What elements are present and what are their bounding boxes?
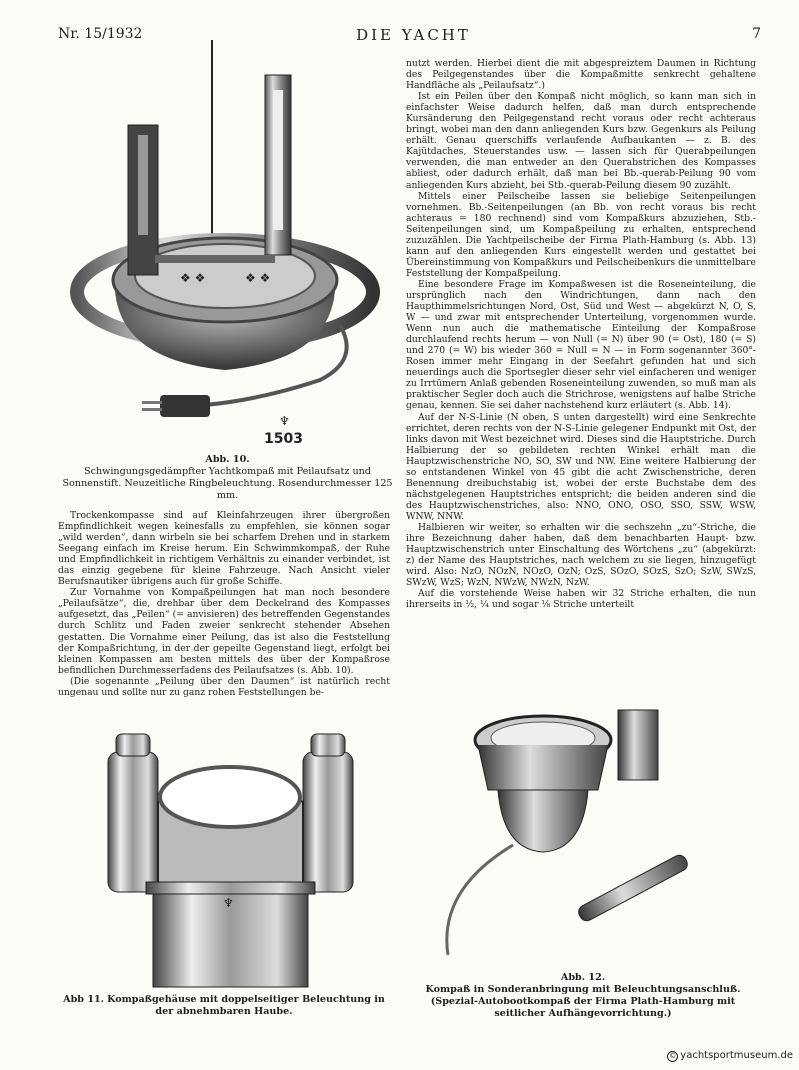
paragraph: Ist ein Peilen über den Kompaß nicht möglich, so kann man sich in einfachster Weise dadurch helfen, daß man durch entsprechende Kursänderung den Peilgegenstand recht voraus oder recht achteraus bringt, wobei man den dann anliegenden Kurs bzw. Gegenkurs als Peilung erhält. Genau querschiffs verlaufende Aufbaukanten — z. B. des Kajütdaches, Steuerstandes usw. — lassen sich für Querabpeilungen verwenden, die man entweder an den Querabstrichen des Kompasses abliest, oder dadurch erhält, daß man bei Bb.-querab-Peilung 90 vom anliegenden Kurs abzieht, bei Stb.-querab-Peilung diesem 90 zuzählt. — [406, 91, 756, 191]
paragraph: Trockenkompasse sind auf Kleinfahrzeugen ihrer übergroßen Empfindlichkeit wegen keinesfalls zu empfehlen, sie können sogar „wild werden“, dann wirbeln sie bei scharfem Drehen und in starkem Seegang einfach im Kreise herum. Ein Schwimmkompaß, der Ruhe und Empfindlichkeit in richtigem Verhältnis zu einander verbindet, ist das einzig gegebene für kleine Fahrzeuge. Nach Ansicht vieler Berufsnautiker übrigens auch für große Schiffe. — [58, 510, 390, 588]
paragraph: Mittels einer Peilscheibe lassen sie beliebige Seitenpeilungen vornehmen. Bb.-Seitenpeilungen (an Bb. von recht voraus bis recht achteraus = 180 rechnend) sind vom Kompaßkurs abzuziehen, Stb.-Seitenpeilungen sind, um Kompaßpeilung zu erhalten, entsprechend zuzuzählen. Die Yachtpeilscheibe der Firma Plath-Hamburg (s. Abb. 13) kann auf den anliegenden Kurs eingestellt werden und gestattet bei Übereinstimmung von Kompaßkurs und Peilscheibenkurs die unmittelbare Feststellung der Kompaßpeilung. — [406, 190, 756, 279]
page-number: 7 — [752, 26, 761, 42]
right-column-text — [406, 58, 756, 610]
svg-text:♆: ♆ — [279, 414, 290, 428]
copyright-icon: © — [669, 1052, 677, 1060]
svg-text:❖ ❖: ❖ ❖ — [180, 271, 206, 285]
figure-12 — [418, 700, 748, 1020]
figure-10 — [60, 40, 393, 502]
stamp-number: 1503 — [264, 431, 303, 447]
issue-number: Nr. 15/1932 — [58, 26, 143, 42]
figure-11-label: Abb 11. — [63, 994, 105, 1005]
left-column-text — [58, 510, 390, 698]
paragraph: Auf der N-S-Linie (N oben, S unten dargestellt) wird eine Senkrechte errichtet, deren rechts von der N-S-Linie gelegener Endpunkt mit Ost, der links davon mit West bezeichnet wird. Dieses sind die Hauptstriche. Durch Halbierung der so gebildeten rechten Winkel erhält man die Hauptzwischenstriche NO, SO, SW und NW. Eine weitere Halbierung der so entstandenen Winkel von 45 gibt die acht Zwischenstriche, deren Benennung dreibuchstabig ist, wobei der erste Buchstabe dem des nächstgelegenen Hauptstriches entspricht; die beiden anderen sind die des Hauptzwischenstriches, also: NNO, ONO, OSO, SSO, SSW, WSW, WNW, NNW. — [406, 411, 756, 522]
paragraph: Eine besondere Frage im Kompaßwesen ist die Roseneinteilung, die ursprünglich nach den Windrichtungen, dann nach den Haupthimmelsrichtungen Nord, Ost, Süd und West — abgekürzt N, O, S, W — und zwar mit entsprechender Unterteilung, vorgenommen wurde. Wenn nun auch die mathematische Einteilung der Kompaßrose durchlaufend rechts herum — von Null (= N) über 90 (= Ost), 180 (= S) und 270 (= W) bis wieder 360 = Null = N — in Form sogenannter 360°-Rosen immer mehr Eingang in der Seefahrt gefunden hat und sich neuerdings auch die Sportsegler dieser sehr viel einfacheren und weniger zu Irrtümern Anlaß gebenden Roseneinteilung zuwenden, so muß man als praktischer Segler doch auch die Strichrose, wenigstens auf halbe Striche genau, kennen. Sie sei daher nachstehend kurz erläutert (s. Abb. 14). — [406, 278, 756, 412]
figure-10-label: Abb. 10. — [205, 454, 250, 465]
watermark-text: yachtsportmuseum.de — [680, 1050, 793, 1061]
svg-text:❖ ❖: ❖ ❖ — [245, 271, 271, 285]
compass-with-sight-illustration — [60, 40, 390, 450]
watermark — [667, 1050, 793, 1062]
binnacle-illustration — [58, 722, 390, 992]
figure-11-caption: Kompaßgehäuse mit doppelseitiger Beleuchtung in der abnehmbaren Haube. — [107, 994, 385, 1017]
paragraph: nutzt werden. Hierbei dient die mit abgespreiztem Daumen in Richtung des Peilgegenstandes über die Kompaßmitte senkrecht gehaltene Handfläche als „Peilaufsatz“.) — [406, 58, 756, 92]
paragraph: (Die sogenannte „Peilung über den Daumen“ ist natürlich recht ungenau und sollte nur zu ganz rohen Feststellungen be- — [58, 675, 390, 698]
paragraph: Halbieren wir weiter, so erhalten wir die sechszehn „zu“-Striche, die ihre Bezeichnung daher haben, daß dem benachbarten Haupt- bzw. Hauptzwischenstrich unter Einschaltung des Wörtchens „zu“ (abgekürzt: z) der Name des Hauptstriches, nach welchem zu sie liegen, hinzugefügt wird. Also: NzO, NOzN, NOzO, OzN; OzS, SOzO, SOzS, SzO; SzW, SWzS, SWzW, WzS; WzN, NWzW, NWzN, NzW. — [406, 521, 756, 589]
figure-11 — [58, 722, 390, 1018]
figure-10-caption: Schwingungsgedämpfter Yachtkompaß mit Peilaufsatz und Sonnenstift. Neuzeitliche Ringbeleuchtung. Rosendurchmesser 125 mm. — [62, 466, 393, 501]
svg-text:♆: ♆ — [223, 896, 234, 910]
special-compass-illustration — [418, 700, 748, 970]
figure-12-caption: Kompaß in Sonderanbringung mit Beleuchtungsanschluß. (Spezial-Autobootkompaß der Firma Plath-Hamburg mit seitlicher Aufhängevorrichtung.) — [425, 984, 741, 1019]
paragraph: Auf die vorstehende Weise haben wir 32 Striche erhalten, die nun ihrerseits in ½, ¼ und sogar ⅛ Striche unterteilt — [406, 588, 756, 611]
paragraph: Zur Vornahme von Kompaßpeilungen hat man noch besondere „Peilaufsätze“, die, drehbar über dem Deckelrand des Kompasses aufgesetzt, das „Peilen“ (= anvisieren) des betreffenden Gegenstandes durch Schlitz und Faden zweier senkrecht stehender Absehen gestatten. Die Vornahme einer Peilung, das ist also die Feststellung der Kompaßrichtung, in der der gepeilte Gegenstand liegt, erfolgt bei kleinen Kompassen am besten mittels des über der Kompaßrose befindlichen Durchmesserfadens des Peilaufsatzes (s. Abb. 10). — [58, 587, 390, 676]
figure-12-label: Abb. 12. — [560, 972, 606, 983]
journal-title: DIE YACHT — [356, 26, 471, 44]
